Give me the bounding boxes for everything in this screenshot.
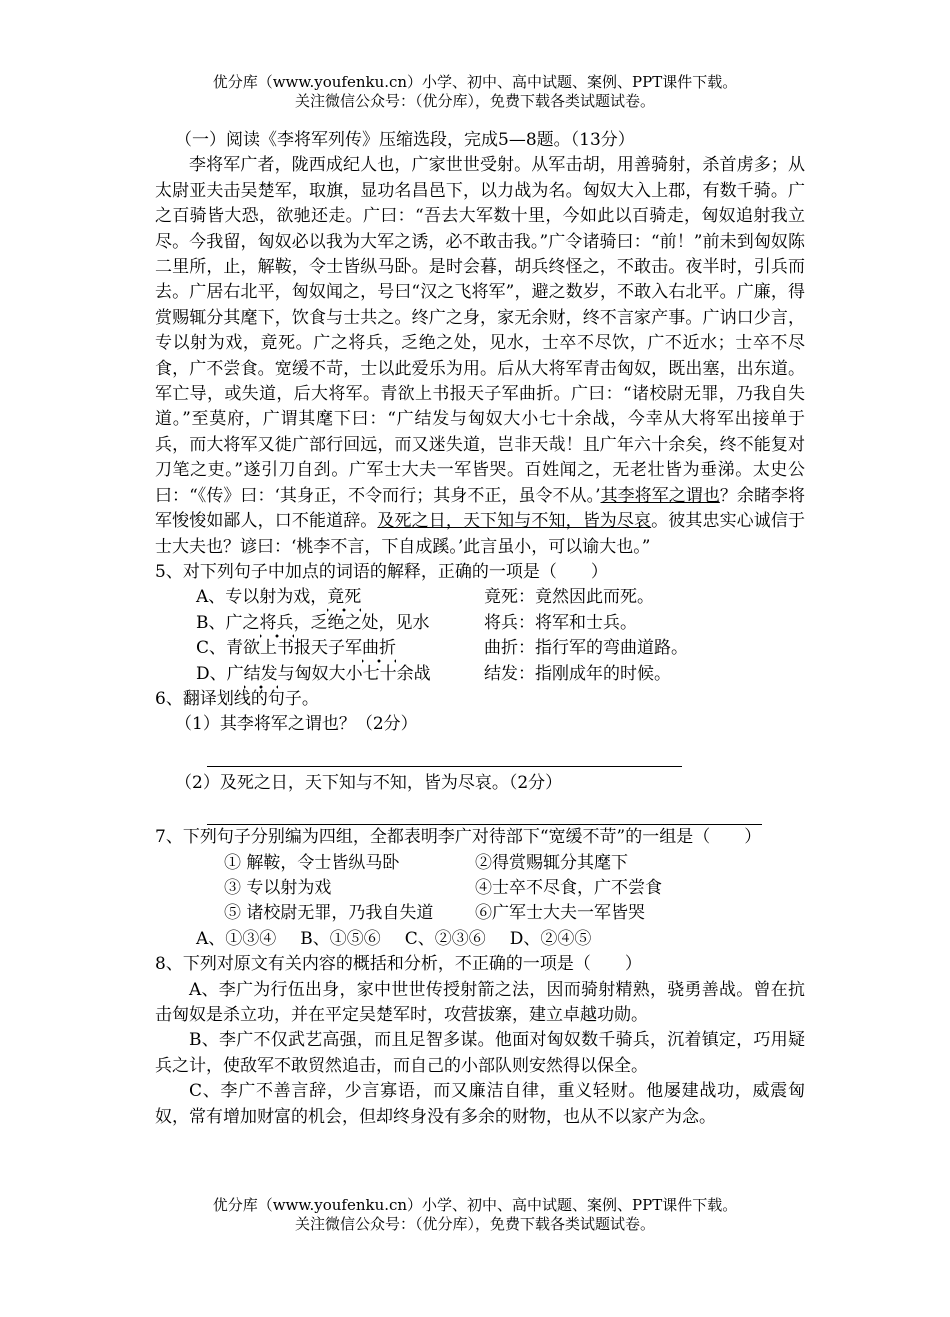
q5-option-d-explanation: 结发：指刚成年的时候。 — [484, 663, 671, 684]
q7-choice-row: ③ 专以射为戏 ④士卒不尽食，广不尝食 — [224, 877, 662, 898]
answer-line-1[interactable] — [207, 738, 682, 767]
q8-option-c: C、李广不善言辞，少言寡语，而又廉洁自律，重义轻财。他屡建战功，威震匈奴，常有增加财富的机会，但却终身没有多余的财物，也从不以家产为念。 — [155, 1081, 805, 1127]
q5-option-c-explanation: 曲折：指行军的弯曲道路。 — [484, 638, 688, 659]
q5-option-a: A、专以射为戏，竟死 竟死：竟然因此而死。 — [155, 585, 805, 610]
footer-line-1: 优分库（www.youfenku.cn）小学、初中、高中试题、案例、PPT课件下载。 — [212, 1196, 738, 1214]
q7-answer-b[interactable]: B、①⑤⑥ — [300, 928, 381, 949]
q7-answer-d[interactable]: D、②④⑤ — [509, 928, 592, 949]
header-line-1: 优分库（www.youfenku.cn）小学、初中、高中试题、案例、PPT课件下载。 — [212, 73, 738, 91]
passage-text-3: 。彼其忠实心诚信于士大夫也？谚曰：‘桃李不言，下自成蹊。’此言虽小，可以谕大也。” — [155, 511, 806, 557]
dotted-word: 结发 — [244, 664, 278, 689]
dotted-word: 将兵 — [260, 613, 294, 638]
q5-option-b: B、广之将兵，乏绝之处，见水 将兵：将军和士兵。 — [155, 611, 805, 636]
q5-option-d: D、广结发与匈奴大小七十余战 结发：指刚成年的时候。 — [155, 662, 805, 687]
q5-option-b-explanation: 将兵：将军和士兵。 — [484, 612, 637, 633]
answer-line-2[interactable] — [207, 796, 762, 825]
q7-choice-row: ⑤ 诸校尉无罪，乃我自失道 ⑥广军士大夫一军皆哭 — [224, 903, 645, 924]
q8-option-a: A、李广为行伍出身，家中世世传授射箭之法，因而骑射精熟，骁勇善战。曾在抗击匈奴是杀立功，并在平定吴楚军时，攻营拔寨，建立卓越功勋。 — [155, 979, 805, 1025]
underlined-sentence-1: 其李将军之谓也 — [600, 485, 720, 506]
q7-choice-row: ① 解鞍，令士皆纵马卧 ②得赏赐辄分其麾下 — [224, 852, 628, 873]
passage-text-2: ？余睹李将军悛悛如鄙人，口不能道辞。 — [155, 485, 806, 532]
question-8-stem: 8、下列对原文有关内容的概括和分析，不正确的一项是（ ） — [155, 954, 642, 975]
q7-answers — [155, 927, 805, 952]
footer-line-2: 关注微信公众号：（优分库），免费下载各类试题试卷。 — [294, 1215, 655, 1233]
q5-option-c: C、青欲上书报天子军曲折 曲折：指行军的弯曲道路。 — [155, 636, 805, 661]
dotted-word: 曲折 — [362, 638, 396, 663]
underlined-sentence-2: 及死之日，天下知与不知，皆为尽哀 — [377, 511, 652, 532]
q8-option-b: B、李广不仅武艺高强，而且足智多谋。他面对匈奴数千骑兵，沉着镇定，巧用疑兵之计，使敌军不敢贸然追击，而自己的小部队则安然得以保全。 — [155, 1030, 805, 1076]
q6-sub-2: （2）及死之日，天下知与不知，皆为尽哀。（2分） — [175, 772, 563, 793]
q5-option-a-explanation: 竟死：竟然因此而死。 — [484, 587, 654, 608]
q6-sub-1: （1）其李将军之谓也？（2分） — [175, 714, 418, 735]
q7-answer-c[interactable]: C、②③⑥ — [404, 928, 486, 949]
passage-text-1: 李将军广者，陇西成纪人也，广家世世受射。从军击胡，用善骑射，杀首虏多；从太尉亚夫击吴楚军，取旗，显功名昌邑下，以力战为名。匈奴大入上郡，有数千骑。广之百骑皆大恐，欲驰还走。广曰：“吾去大军数十里，今如此以百骑走，匈奴追射我立尽。今我留，匈奴必以我为大军之诱，必不敢击我。”广令诸骑曰：“前！”前未到匈奴陈二里所，止，解鞍，令士皆纵马卧。是时会暮，胡兵终怪之，不敢击。夜半时，引兵而去。广居右北平，匈奴闻之，号曰“汉之飞将军”，避之数岁，不敢入右北平。广廉，得赏赐辄分其麾下，饮食与士共之。终广之身，家无余财，终不言家产事。广讷口少言，专以射为戏，竟死。广之将兵，乏绝之处，见水，士卒不尽饮，广不近水；士卒不尽食，广不尝食。宽缓不苛，士以此爱乐为用。后从大将军青击匈奴，既出塞，出东道。军亡导，或失道，后大将军。青欲上书报天子军曲折。广曰：“诸校尉无罪，乃我自失道。”至莫府，广谓其麾下曰：“广结发与匈奴大小七十余战，今幸从大将军出接单于兵，而大将军又徙广部行回远，而又迷失道，岂非天哉！且广年六十余矣，终不能复对刀笔之吏。”遂引刀自刭。广军士大夫一军皆哭。百姓闻之，无老壮皆为垂涕。太史公曰：“《传》曰：‘其身正，不令而行；其身不正，虽令不从。’ — [155, 155, 805, 506]
question-7-stem: 7、下列句子分别编为四组，全都表明李广对待部下“宽缓不苛”的一组是（ ） — [155, 827, 762, 848]
question-5-stem: 5、对下列句子中加点的词语的解释，正确的一项是（ ） — [155, 561, 608, 582]
passage — [155, 153, 805, 560]
dotted-word: 竟死 — [327, 587, 361, 612]
question-6-stem: 6、翻译划线的句子。 — [155, 688, 319, 709]
section-title: （一）阅读《李将军列传》压缩选段，完成5—8题。（13分） — [175, 130, 635, 150]
header-line-2: 关注微信公众号：（优分库），免费下载各类试题试卷。 — [294, 92, 655, 110]
q7-answer-a[interactable]: A、①③④ — [196, 928, 277, 949]
document-body — [155, 128, 805, 1130]
